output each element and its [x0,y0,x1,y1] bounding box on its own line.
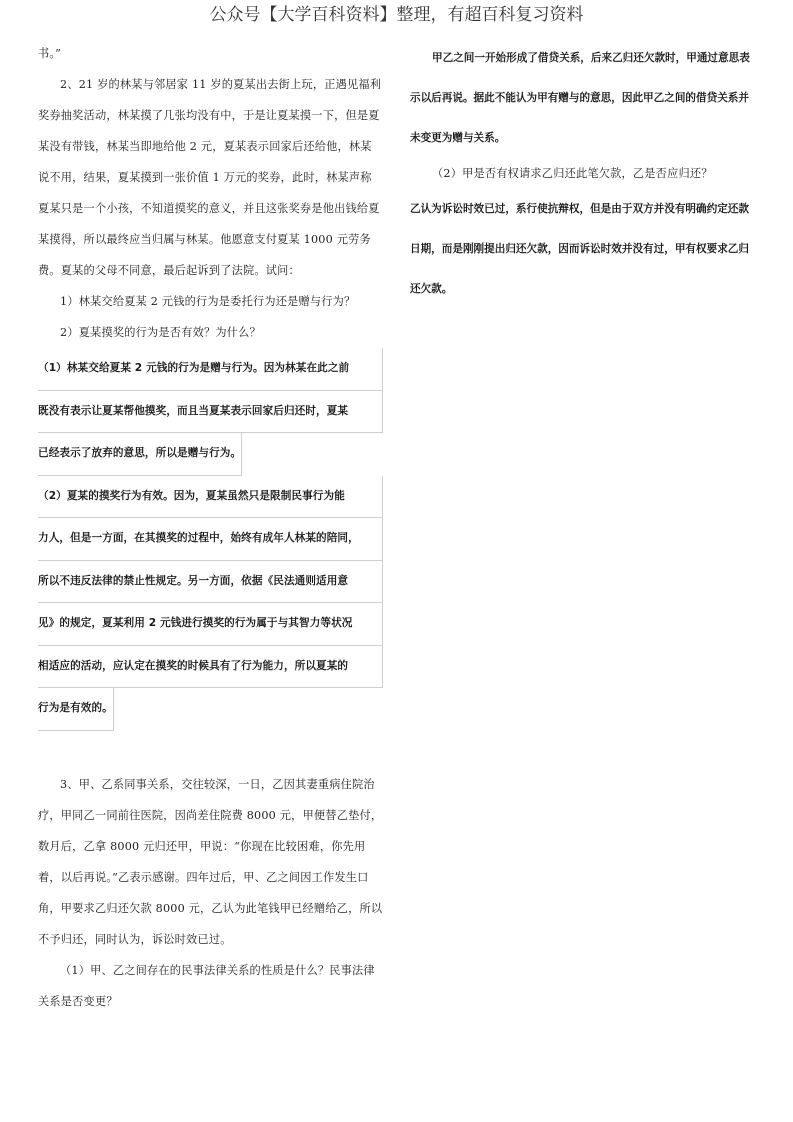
case3-answer-1: 甲乙之间一开始形成了借贷关系，后来乙归还欠款时，甲通过意思表示以后再说。据此不能认为甲有赠与的意思，因此甲乙之间的借贷关系并未变更为赠与关系。 [410,52,750,144]
carry-over-text: 书。” [38,47,62,60]
case2-answer-2 [38,476,383,731]
case3-answer-2: 乙认为诉讼时效已过，系行使抗辩权，但是由于双方并没有明确约定还款日期，而是刚刚提出归还欠款，因而诉讼时效并没有过，甲有权要求乙归还欠款。 [410,203,749,295]
case3-question-1: （1）甲、乙之间存在的民事法律关系的性质是什么？民事法律关系是否变更？ [38,963,375,1008]
answer-line: 所以不违反法律的禁止性规定。另一方面，依据《民法通则适用意 [38,561,383,604]
case3-body: 3、甲、乙系同事关系，交往较深，一日，乙因其妻重病住院治疗，甲同乙一同前往医院，因尚差住院费 8000 元，甲便替乙垫付，数月后，乙拿 8000 元归还甲，甲说：“你现在比较困难，你先用着，以后再说。”乙表示感谢。四年过后，甲、乙之间因工作发生口角，甲要求乙归还欠款 8000 元，乙认为此笔钱甲已经赠给乙，所以不予归还，同时认为，诉讼时效已过。 [38,777,383,946]
answer-line: 相适应的活动，应认定在摸奖的时候具有了行为能力，所以夏某的 [38,646,383,689]
case2-question-2: 2）夏某摸奖的行为是否有效？为什么？ [60,326,261,339]
left-column [38,38,383,1017]
right-column [410,38,758,309]
answer-line: 见》的规定，夏某利用 2 元钱进行摸奖的行为属于与其智力等状况 [38,603,383,646]
answer-line: 既没有表示让夏某帮他摸奖，而且当夏某表示回家后归还时，夏某 [38,391,383,434]
answer-line: 已经表示了放弃的意思，所以是赠与行为。 [38,433,242,476]
case2-body: 2、21 岁的林某与邻居家 11 岁的夏某出去街上玩，正遇见福利奖券抽奖活动，林某摸了几张均没有中，于是让夏某摸一下，但是夏某没有带钱，林某当即地给他 2 元，夏某表示回家后还给他，林某说不用，结果，夏某摸到一张价值 1 万元的奖券，此时，林某声称夏某只是一个小孩，不知道摸奖的意义，并且这张奖券是他出钱给夏某摸得，所以最终应当归属与林某。他愿意支付夏某 1000 元劳务费。夏某的父母不同意，最后起诉到了法院。试问： [38,78,382,277]
case3-question-2: （2）甲是否有权请求乙归还此笔欠款，乙是否应归还？ [432,167,713,180]
answer-line: （1）林某交给夏某 2 元钱的行为是赠与行为。因为林某在此之前 [38,348,383,391]
section-gap [38,731,383,769]
page-header: 公众号【大学百科资料】整理，有超百科复习资料 [209,5,584,25]
case2-answer-1 [38,348,383,476]
case2-question-1: 1）林某交给夏某 2 元钱的行为是委托行为还是赠与行为？ [60,295,356,308]
answer-line: 行为是有效的。 [38,688,114,731]
answer-line: （2）夏某的摸奖行为有效。因为，夏某虽然只是限制民事行为能 [38,476,383,519]
answer-line: 力人，但是一方面，在其摸奖的过程中，始终有成年人林某的陪同， [38,518,383,561]
